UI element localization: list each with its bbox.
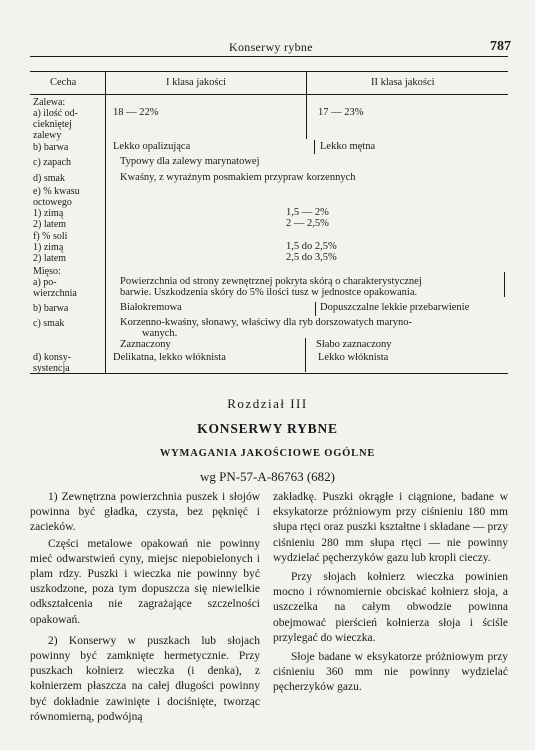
mieso-smak-line2: wanych. [142, 328, 178, 339]
label-mieso-a2: wierzchnia [33, 288, 77, 299]
mieso-smak-class2: Słabo zaznaczony [316, 339, 392, 350]
chapter-title: KONSERWY RYBNE [197, 421, 338, 436]
mieso-a-line2: barwie. Uszkodzenia skóry do 5% ilości tusz w jednostce opakowania. [120, 287, 418, 298]
label-sol-zima: 1) zimą [33, 242, 64, 253]
table-col-divider-2 [306, 71, 307, 95]
label-kwas-zima: 1) zimą [33, 208, 64, 219]
section-subtitle: WYMAGANIA JAKOŚCIOWE OGÓLNE [159, 448, 376, 459]
konsystencja-class2: Lekko włóknista [318, 352, 389, 363]
label-zalewa-a3: zalewy [33, 130, 62, 141]
label-kwas-latem: 2) latem [33, 219, 67, 230]
table-col-segment [306, 95, 307, 139]
label-konsystencja: d) konsy- [33, 352, 72, 363]
mieso-barwa-class1: Białokremowa [120, 302, 182, 313]
label-zalewa: Zalewa: [33, 97, 66, 108]
paragraph: Słoje badane w eksykatorze próżniowym przy ciśnieniu 360 mm nie powinny wydzielać pęcherzyków gazu. [273, 651, 508, 694]
sol-latem: 2,5 do 3,5% [286, 252, 337, 263]
label-zapach: c) zapach [33, 157, 72, 168]
table-top-rule [30, 71, 508, 72]
barwa-class2: Lekko mętna [320, 141, 376, 152]
kwas-latem: 2 — 2,5% [286, 218, 329, 229]
page-number: 787 [490, 39, 511, 54]
label-zalewa-a: a) ilość od- [33, 108, 78, 119]
chapter-number: Rozdział III [227, 396, 308, 411]
col-header-cecha: Cecha [50, 77, 77, 88]
paragraph: zakładkę. Puszki okrągłe i ciągnione, badane w eksykatorze próżniowym przy ciśnieniu 180 mm słupa rtęci oraz puszki kształtne i składane — przy ciśnieniu 280 mm słupa rtęci — nie powinny wydzielać pęcherzyków gazu lub kropli cieczy. [273, 491, 508, 564]
table-col-segment [305, 338, 306, 372]
label-kwas-2: octowego [33, 197, 72, 208]
mieso-smak-line1: Korzenno-kwaśny, słonawy, właściwy dla ryb dorszowatych maryno- [120, 317, 412, 328]
label-smak: d) smak [33, 173, 65, 184]
table-col-segment [504, 272, 505, 297]
right-column [273, 490, 508, 696]
barwa-class1: Lekko opalizująca [113, 141, 191, 152]
paragraph: Przy słojach kołnierz wieczka powinien mocno i równomiernie obciskać kołnierz słoja, a uszczelka na całym obwodzie powinna obejmować pierścień kołnierza słoja i ściśle przylegać do wieczka. [273, 571, 508, 644]
mieso-barwa-class2: Dopuszczalne lekkie przebarwienie [320, 302, 470, 313]
zapach-value: Typowy dla zalewy marynatowej [120, 156, 260, 167]
smak-value: Kwaśny, z wyraźnym posmakiem przypraw korzennych [120, 172, 356, 183]
header-rule [30, 56, 508, 57]
label-kwas: e) % kwasu [33, 186, 80, 197]
label-sol: f) % soli [33, 231, 68, 242]
table-col-segment [314, 140, 315, 154]
paragraph: 1) Zewnętrzna powierzchnia puszek i słojów powinna być gładka, czysta, bez pęknięć i zacieków. [30, 491, 260, 534]
mieso-a-line1: Powierzchnia od strony zewnętrznej pokryta skórą o charakterystycznej [120, 276, 422, 287]
label-mieso-a: a) po- [33, 277, 57, 288]
mieso-smak-class1: Zaznaczony [120, 339, 171, 350]
zalewa-a-class1: 18 — 22% [113, 107, 159, 118]
label-konsystencja-2: systencja [33, 363, 70, 374]
zalewa-a-class2: 17 — 23% [318, 107, 364, 118]
kwas-zima: 1,5 — 2% [286, 207, 329, 218]
col-header-klasa-1: I klasa jakości [166, 77, 227, 88]
konsystencja-class1: Delikatna, lekko włóknista [113, 352, 226, 363]
running-title: Konserwy rybne [229, 40, 313, 54]
label-mieso-smak: c) smak [33, 318, 65, 329]
sol-zima: 1,5 do 2,5% [286, 241, 337, 252]
table-head-rule [30, 94, 508, 95]
table-col-segment [315, 302, 316, 316]
left-column [30, 490, 260, 725]
table-bottom-rule [30, 373, 508, 374]
norm-reference: wg PN-57-A-86763 (682) [199, 469, 336, 484]
label-barwa: b) barwa [33, 142, 69, 153]
paragraph: 2) Konserwy w puszkach lub słojach powinny być zamknięte hermetycznie. Przy puszkach kołnierz wieczka (i denka), z kołnierzem płaszcza na całej długości powinny być dokładnie zawinięte i dociśnięte, tworząc równomierną, podwójną [30, 634, 260, 723]
table-col-divider-1 [105, 71, 106, 373]
label-sol-latem: 2) latem [33, 253, 67, 264]
paragraph: Części metalowe opakowań nie powinny mieć odwarstwień cyny, miejsc niepobielonych i plam rdzy. Puszki i wieczka nie powinny być uszkodzone, poza tym dopuszcza się niewielkie odkształcenia nie zagrażające szczelności opakowań. [30, 537, 260, 626]
label-zalewa-a2: ciekniętej [33, 119, 72, 130]
label-mieso-barwa: b) barwa [33, 303, 69, 314]
label-mieso: Mięso: [33, 266, 61, 277]
col-header-klasa-2: II klasa jakości [371, 77, 435, 88]
